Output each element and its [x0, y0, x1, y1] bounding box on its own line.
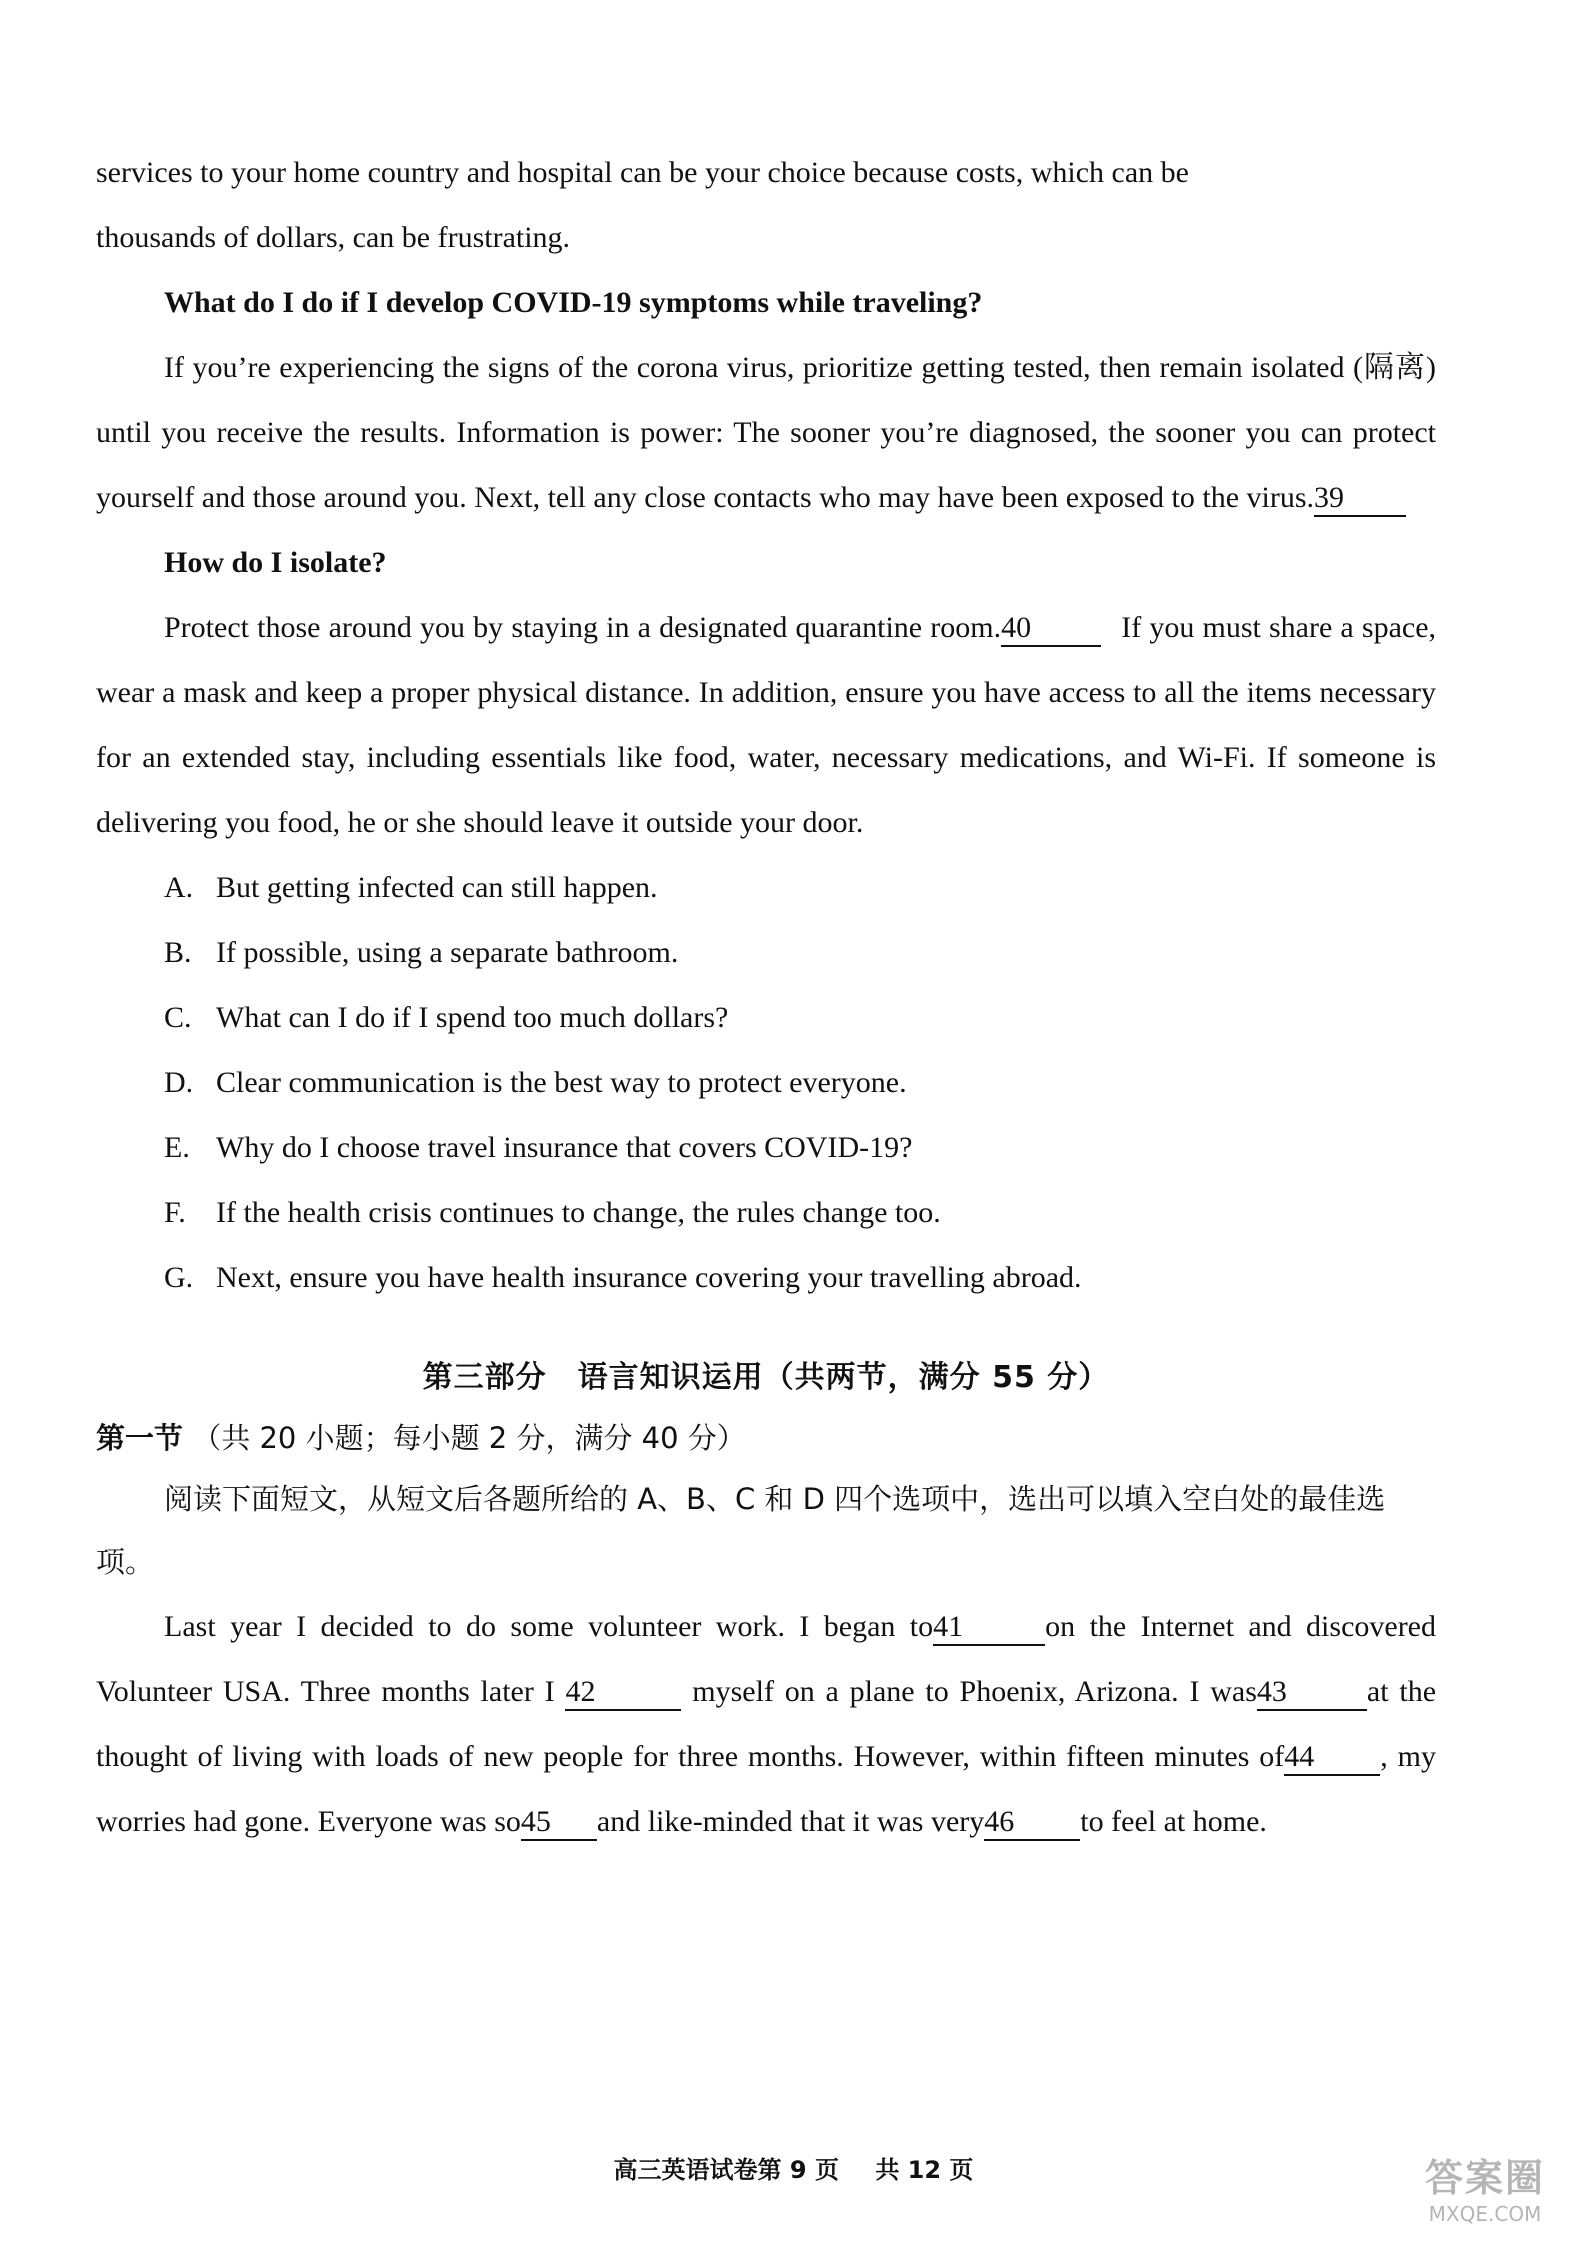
option-b-text: If possible, using a separate bathroom.: [216, 936, 679, 969]
cloze-instruction: 阅读下面短文，从短文后各题所给的 A、B、C 和 D 四个选项中，选出可以填入空白处的最佳选项。: [96, 1482, 1386, 1579]
blank-39: 39: [1314, 481, 1406, 517]
option-g: [96, 1245, 1436, 1310]
heading-symptoms: What do I do if I develop COVID-19 symptoms while traveling?: [164, 286, 983, 319]
cloze-s6: and like-minded that it was very: [596, 1805, 985, 1838]
blank-46: 46: [984, 1805, 1080, 1841]
cloze-s3: myself on a plane to Phoenix, Arizona. I was: [692, 1675, 1257, 1708]
option-d-text: Clear communication is the best way to protect everyone.: [216, 1066, 907, 1099]
page-footer: [0, 2150, 1587, 2185]
blank-40: 40: [1001, 611, 1101, 647]
footer-total-label: 共 12 页: [875, 2156, 974, 2184]
paragraph-symptoms-text: If you’re experiencing the signs of the corona virus, prioritize getting tested, then remain isolated (隔离) until you receive the results. Information is power: The sooner you’re diagnosed, the sooner you can protect yourself and those around you. Next, tell any close contacts who may have been exposed to the virus.: [96, 351, 1436, 514]
watermark-logo: [1400, 2155, 1570, 2235]
watermark-bottom: MXQE.COM: [1428, 2202, 1542, 2226]
intro-line-1: services to your home country and hospital can be your choice because costs, which can be: [96, 156, 1189, 189]
cloze-s5: , my worries had gone. Everyone was so: [96, 1740, 1436, 1838]
option-b-letter: B.: [164, 936, 192, 969]
option-c-letter: C.: [164, 1001, 192, 1034]
blank-41: 41: [933, 1610, 1045, 1646]
heading-isolate: How do I isolate?: [164, 546, 387, 579]
option-g-text: Next, ensure you have health insurance covering your travelling abroad.: [216, 1261, 1082, 1294]
section-one-note: （共 20 小题；每小题 2 分，满分 40 分）: [192, 1421, 746, 1455]
cloze-s7: to feel at home.: [1080, 1805, 1267, 1838]
blank-42: 42: [565, 1675, 681, 1711]
paragraph-symptoms: [96, 335, 1436, 530]
section-one-label: 第一节: [96, 1421, 184, 1455]
option-f-text: If the health crisis continues to change, the rules change too.: [216, 1196, 941, 1229]
intro-line-2: thousands of dollars, can be frustrating.: [96, 221, 571, 254]
option-g-letter: G.: [164, 1261, 194, 1294]
cloze-s4: at the thought of living with loads of new people for three months. However, within fifteen minutes of: [96, 1675, 1437, 1773]
option-d-letter: D.: [164, 1066, 194, 1099]
option-c-text: What can I do if I spend too much dollars?: [216, 1001, 729, 1034]
option-a: [96, 855, 1436, 920]
exam-page: [96, 140, 1436, 1854]
blank-44: 44: [1284, 1740, 1380, 1776]
blank-43: 43: [1257, 1675, 1367, 1711]
cloze-passage: [96, 1594, 1436, 1854]
option-e: [96, 1115, 1436, 1180]
option-b: [96, 920, 1436, 985]
paragraph-isolate-after: If you must share a space, wear a mask and keep a proper physical distance. In addition, ensure you have access to all the items necessary for an extended stay, including essentials like food, water, necessary medications, and Wi-Fi. If someone is delivering you food, he or she should leave it outside your door.: [96, 611, 1437, 839]
watermark-top: 答案圈: [1424, 2156, 1545, 2200]
options-list: [96, 855, 1436, 1310]
option-e-letter: E.: [164, 1131, 190, 1164]
cloze-s2: on the Internet and discovered Volunteer USA. Three months later I: [96, 1610, 1436, 1708]
section-one-title: [96, 1408, 1436, 1468]
option-f: [96, 1180, 1436, 1245]
option-e-text: Why do I choose travel insurance that covers COVID-19?: [216, 1131, 913, 1164]
option-c: [96, 985, 1436, 1050]
footer-page-label: 高三英语试卷第 9 页: [613, 2156, 839, 2184]
option-d: [96, 1050, 1436, 1115]
paragraph-isolate-before: Protect those around you by staying in a designated quarantine room.: [164, 611, 1002, 644]
paragraph-isolate: [96, 595, 1436, 855]
option-f-letter: F.: [164, 1196, 186, 1229]
option-a-letter: A.: [164, 871, 194, 904]
cloze-s1: Last year I decided to do some volunteer work. I began to: [164, 1610, 934, 1643]
option-a-text: But getting infected can still happen.: [216, 871, 658, 904]
blank-45: 45: [521, 1805, 597, 1841]
part-three-title: 第三部分 语言知识运用（共两节，满分 55 分）: [422, 1360, 1110, 1395]
